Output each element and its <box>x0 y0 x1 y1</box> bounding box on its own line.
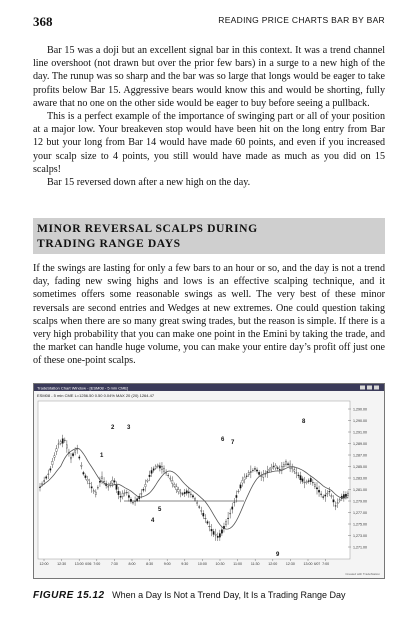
chart-bar-annotation: 5 <box>158 507 162 513</box>
candle-body <box>298 475 299 476</box>
price-chart <box>34 384 384 578</box>
y-tick-label: 1,271.00 <box>353 545 367 550</box>
candle-body <box>320 494 321 495</box>
chart-bar-annotation: 8 <box>302 419 306 425</box>
y-tick-label: 1,273.00 <box>353 533 367 538</box>
candle-body <box>215 534 216 535</box>
y-tick-label: 1,285.00 <box>353 464 367 469</box>
candle-body <box>339 500 340 501</box>
chart-bar-annotation: 6 <box>221 437 225 443</box>
candle-body <box>285 462 286 465</box>
x-tick-label: 9:30 <box>181 562 189 566</box>
candle-body <box>279 469 280 470</box>
paragraph: Bar 15 was a doji but an excellent signal bar in this context. It was a trend channel line overshoot (not drawn but over the prior few bars) in a surge to a new high of the day. The runup was so sharp and the bar was so large that longs would be eager to take profits below Bar 15. Aggressive bears would know this and would be shorting, fully aware that no one on the other side would be eager to buy before seeing a pullback. <box>33 45 385 109</box>
candle-body <box>196 503 197 504</box>
candle-body <box>273 466 274 467</box>
candle-body <box>217 536 218 537</box>
candle-body <box>93 491 94 492</box>
candle-body <box>91 487 92 488</box>
candle-body <box>287 464 288 465</box>
candle-body <box>300 476 301 480</box>
candle-body <box>198 507 199 508</box>
candle-body <box>136 499 137 501</box>
candle-body <box>314 485 315 487</box>
candle-body <box>333 500 334 502</box>
candle-body <box>221 530 222 533</box>
candle-body <box>205 518 206 519</box>
x-tick-label: 12:30 <box>57 562 67 566</box>
candle-body <box>180 493 181 494</box>
candle-body <box>116 485 117 489</box>
x-tick-label: 10:30 <box>215 562 225 566</box>
body-text-top <box>33 44 385 189</box>
candle-body <box>79 457 80 458</box>
candle-body <box>296 473 297 474</box>
x-date-label: 6/06 <box>85 562 92 566</box>
candle-body <box>207 522 208 524</box>
candle-body <box>170 478 171 479</box>
candle-body <box>267 472 268 473</box>
y-tick-label: 1,277.00 <box>353 510 367 515</box>
candle-body <box>46 477 47 478</box>
candle-body <box>95 492 96 495</box>
candle-body <box>108 486 109 487</box>
running-head: READING PRICE CHARTS BAR BY BAR <box>218 15 385 25</box>
paragraph: If the swings are lasting for only a few bars to an hour or so, and the day is not a trend day, fading new swing highs and lows is an effective scalping technique, and it sometimes offers some reasonable swings as well. The very best of these minor reversals are second entries and Wedges at new extremes. One could question taking scalps when there are so many great swing trades, but the reason is simple. If there is a very high probability that you can make one point in the Emini by taking the trade, and the market can handle huge volume, you can make your entire day’s profit off just one of these one-point scalps. <box>33 263 385 367</box>
candle-body <box>238 491 239 492</box>
candle-body <box>103 481 104 482</box>
candle-body <box>174 484 175 486</box>
candle-body <box>327 493 328 494</box>
candle-body <box>48 474 49 475</box>
candle-body <box>331 496 332 497</box>
y-tick-label: 1,291.00 <box>353 430 367 435</box>
candle-body <box>192 496 193 497</box>
candle-body <box>248 472 249 475</box>
candle-body <box>302 479 303 482</box>
candle-body <box>294 470 295 472</box>
candle-body <box>310 478 311 481</box>
candle-body <box>291 467 292 469</box>
candle-body <box>219 534 220 538</box>
section-heading-line-1: MINOR REVERSAL SCALPS DURING <box>37 222 258 235</box>
y-tick-label: 1,279.00 <box>353 499 367 504</box>
section-heading-line-2: TRADING RANGE DAYS <box>37 237 181 250</box>
y-tick-label: 1,290.00 <box>353 418 367 423</box>
x-tick-label: 12:00 <box>39 562 49 566</box>
x-tick-label: 7:00 <box>93 562 101 566</box>
candle-body <box>242 480 243 483</box>
candle-body <box>316 488 317 489</box>
x-tick-label: 11:30 <box>250 562 260 566</box>
candle-body <box>182 494 183 495</box>
candle-body <box>50 469 51 470</box>
candle-body <box>161 466 162 469</box>
chart-bar-annotation: 9 <box>276 552 280 558</box>
candle-body <box>306 481 307 482</box>
candle-body <box>244 477 245 480</box>
candle-body <box>308 481 309 482</box>
chart-bar-annotation: 1 <box>100 453 104 459</box>
candle-body <box>151 470 152 473</box>
candle-body <box>141 494 142 495</box>
candle-body <box>112 480 113 483</box>
candle-body <box>153 469 154 471</box>
candle-body <box>277 468 278 469</box>
x-tick-label: 9:00 <box>163 562 171 566</box>
candle-body <box>240 485 241 488</box>
candle-body <box>190 494 191 495</box>
chart-bar-annotation: 3 <box>127 425 131 431</box>
candle-body <box>147 480 148 481</box>
page-number: 368 <box>33 14 53 29</box>
candle-body <box>322 497 323 498</box>
candle-body <box>225 522 226 525</box>
x-tick-label: 10:00 <box>197 562 207 566</box>
candle-body <box>172 480 173 483</box>
candle-body <box>335 506 336 507</box>
candle-body <box>58 444 59 445</box>
chart-bar-annotation: 7 <box>231 440 235 446</box>
candle-body <box>312 482 313 483</box>
maximize-icon[interactable] <box>367 386 372 390</box>
candle-body <box>269 469 270 470</box>
y-tick-label: 1,290.00 <box>353 407 367 412</box>
candle-body <box>87 479 88 481</box>
chart-window-controls <box>360 386 379 390</box>
chart-watermark: Created with TradeStation <box>345 572 380 576</box>
candle-body <box>232 507 233 509</box>
candle-body <box>186 491 187 493</box>
y-tick-label: 1,281.00 <box>353 487 367 492</box>
candle-body <box>188 492 189 493</box>
close-icon[interactable] <box>374 386 379 390</box>
candle-body <box>176 487 177 490</box>
candle-body <box>159 466 160 468</box>
candle-body <box>254 469 255 470</box>
x-tick-label: 8:30 <box>146 562 154 566</box>
candle-body <box>201 510 202 511</box>
candle-body <box>89 483 90 484</box>
candle-body <box>81 465 82 466</box>
candle-body <box>229 513 230 514</box>
candle-body <box>304 482 305 483</box>
minimize-icon[interactable] <box>360 386 365 390</box>
section-heading <box>33 218 385 254</box>
candle-body <box>260 476 261 477</box>
candle-body <box>250 472 251 473</box>
y-tick-label: 1,275.00 <box>353 522 367 527</box>
candle-body <box>114 481 115 482</box>
candle-body <box>318 490 319 492</box>
candle-body <box>213 531 214 534</box>
candle-body <box>56 449 57 452</box>
candle-body <box>101 477 102 479</box>
candle-body <box>99 481 100 482</box>
candle-body <box>275 465 276 468</box>
candle-body <box>110 484 111 485</box>
x-tick-label: 11:00 <box>233 562 242 566</box>
body-text-section <box>33 262 385 368</box>
candle-body <box>256 470 257 471</box>
chart-info-line: ESM08 - 5 min CME L=1256.50 0.50 0.04% MAX 20 (20) 1264.47 <box>37 393 155 398</box>
candle-body <box>246 476 247 477</box>
chart-bar-annotation: 4 <box>151 518 155 524</box>
paragraph: Bar 15 reversed down after a new high on the day. <box>47 177 251 189</box>
candle-body <box>345 494 346 496</box>
x-date-label: 6/07 <box>314 562 321 566</box>
x-tick-label: 13:00 <box>74 562 84 566</box>
x-tick-label: 7:30 <box>110 562 118 566</box>
candle-body <box>52 461 53 464</box>
candle-body <box>97 487 98 488</box>
x-tick-label: 8:00 <box>128 562 136 566</box>
candle-body <box>281 466 282 470</box>
y-tick-label: 1,283.00 <box>353 476 367 481</box>
page-header <box>33 14 385 30</box>
candle-body <box>203 513 204 516</box>
candle-body <box>77 449 78 450</box>
x-tick-label: 13:00 <box>303 562 313 566</box>
candle-body <box>194 498 195 500</box>
chart-bar-annotation: 2 <box>111 425 115 431</box>
candle-body <box>120 496 121 497</box>
candle-body <box>54 456 55 458</box>
candle-body <box>118 491 119 495</box>
price-chart-figure <box>33 383 385 579</box>
candle-body <box>234 502 235 503</box>
candle-body <box>252 470 253 471</box>
candle-body <box>258 472 259 474</box>
candle-body <box>60 441 61 443</box>
candle-body <box>62 439 63 444</box>
paragraph: This is a perfect example of the importance of swinging part or all of your position at a major low. Your breakeven stop would have been hit on the long entry from Bar 12 but your long from Bar 14 would have made 60 points, and even if you increased your scalp size to 4 points, you still would have made as much as you did on 15 scalps! <box>33 111 385 175</box>
candle-body <box>211 529 212 531</box>
candle-body <box>337 503 338 504</box>
figure-label: FIGURE 15.12 <box>33 590 105 601</box>
candle-body <box>167 475 168 476</box>
x-tick-label: 7:00 <box>322 562 330 566</box>
candle-body <box>132 502 133 503</box>
y-tick-label: 1,289.00 <box>353 441 367 446</box>
candle-body <box>184 492 185 494</box>
candle-body <box>271 467 272 469</box>
candle-body <box>85 476 86 478</box>
candle-body <box>289 464 290 468</box>
candle-body <box>143 489 144 490</box>
candle-body <box>149 475 150 477</box>
chart-window-title: TradeStation Chart Window - [ESM08 - 5 min CME] <box>37 385 129 391</box>
candle-body <box>72 454 73 456</box>
candle-body <box>209 526 210 527</box>
candle-body <box>43 481 44 482</box>
candle-body <box>128 496 129 498</box>
candle-body <box>122 493 123 496</box>
figure-caption <box>33 590 393 601</box>
x-tick-label: 12:00 <box>268 562 278 566</box>
candle-body <box>83 472 84 474</box>
candle-body <box>236 495 237 497</box>
candle-body <box>227 518 228 519</box>
candle-body <box>329 491 330 492</box>
candle-body <box>74 450 75 452</box>
candle-body <box>163 468 164 471</box>
candle-body <box>66 445 67 448</box>
figure-caption-text: When a Day Is Not a Trend Day, It Is a Trading Range Day <box>112 590 346 600</box>
candle-body <box>124 493 125 494</box>
candle-body <box>347 493 348 496</box>
candle-body <box>283 465 284 467</box>
candle-body <box>70 457 71 459</box>
candle-body <box>126 492 127 493</box>
candle-body <box>155 466 156 468</box>
candle-body <box>41 483 42 484</box>
x-tick-label: 12:30 <box>285 562 295 566</box>
candle-body <box>145 484 146 486</box>
candle-body <box>64 440 65 441</box>
candle-body <box>325 495 326 496</box>
y-tick-label: 1,287.00 <box>353 453 367 458</box>
candle-body <box>157 465 158 467</box>
candle-body <box>178 489 179 491</box>
